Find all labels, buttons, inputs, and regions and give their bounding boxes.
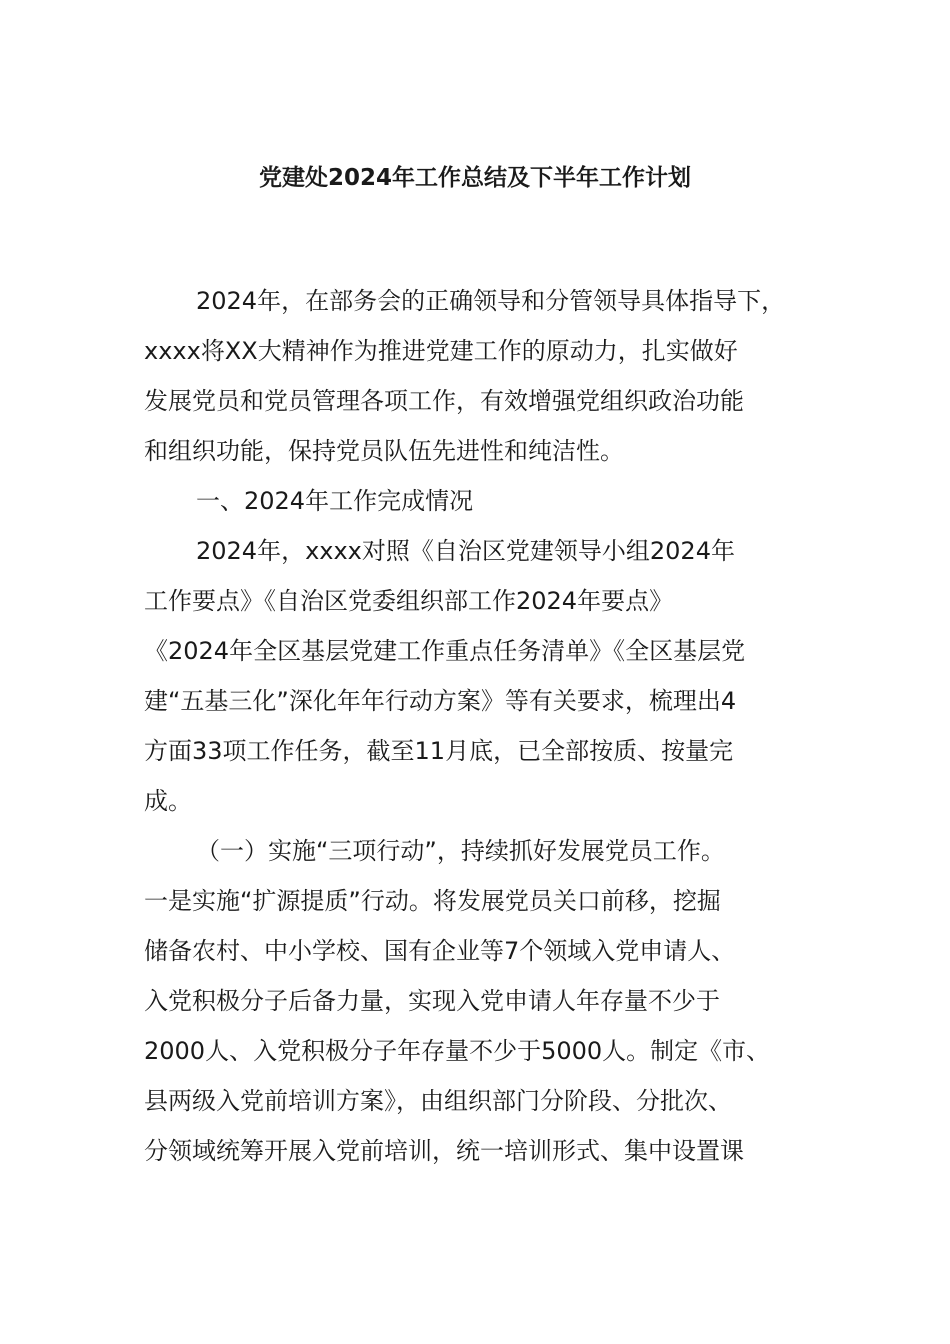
text-line: 2024年，xxxx对照《自治区党建领导小组2024年 — [196, 537, 735, 565]
text-line: 分领域统筹开展入党前培训，统一培训形式、集中设置课 — [144, 1137, 744, 1165]
text-line: 发展党员和党员管理各项工作，有效增强党组织政治功能 — [144, 387, 744, 415]
text-line: 工作要点》《自治区党委组织部工作2024年要点》 — [144, 587, 674, 615]
text-line: 成。 — [144, 787, 192, 815]
text-line: 县两级入党前培训方案》，由组织部门分阶段、分批次、 — [144, 1087, 732, 1115]
text-line: 和组织功能，保持党员队伍先进性和纯洁性。 — [144, 437, 624, 465]
text-line: 《2024年全区基层党建工作重点任务清单》《全区基层党 — [144, 637, 746, 665]
text-line: xxxx将XX大精神作为推进党建工作的原动力，扎实做好 — [144, 337, 738, 365]
text-line: 方面33项工作任务，截至11月底，已全部按质、按量完 — [144, 737, 734, 765]
text-line: 入党积极分子后备力量，实现入党申请人年存量不少于 — [144, 987, 720, 1015]
text-line: 建“五基三化”深化年年行动方案》等有关要求，梳理出4 — [144, 687, 737, 715]
text-line: 2000人、入党积极分子年存量不少于5000人。制定《市、 — [144, 1037, 771, 1065]
text-line: 一是实施“扩源提质”行动。将发展党员关口前移，挖掘 — [144, 887, 721, 915]
text-line: 2024年，在部务会的正确领导和分管领导具体指导下， — [196, 287, 786, 315]
section-heading: 一、2024年工作完成情况 — [196, 487, 474, 515]
document-title: 党建处2024年工作总结及下半年工作计划 — [258, 165, 691, 191]
text-line: 储备农村、中小学校、国有企业等7个领域入党申请人、 — [144, 937, 736, 965]
subsection-heading: （一）实施“三项行动”，持续抓好发展党员工作。 — [196, 837, 725, 865]
